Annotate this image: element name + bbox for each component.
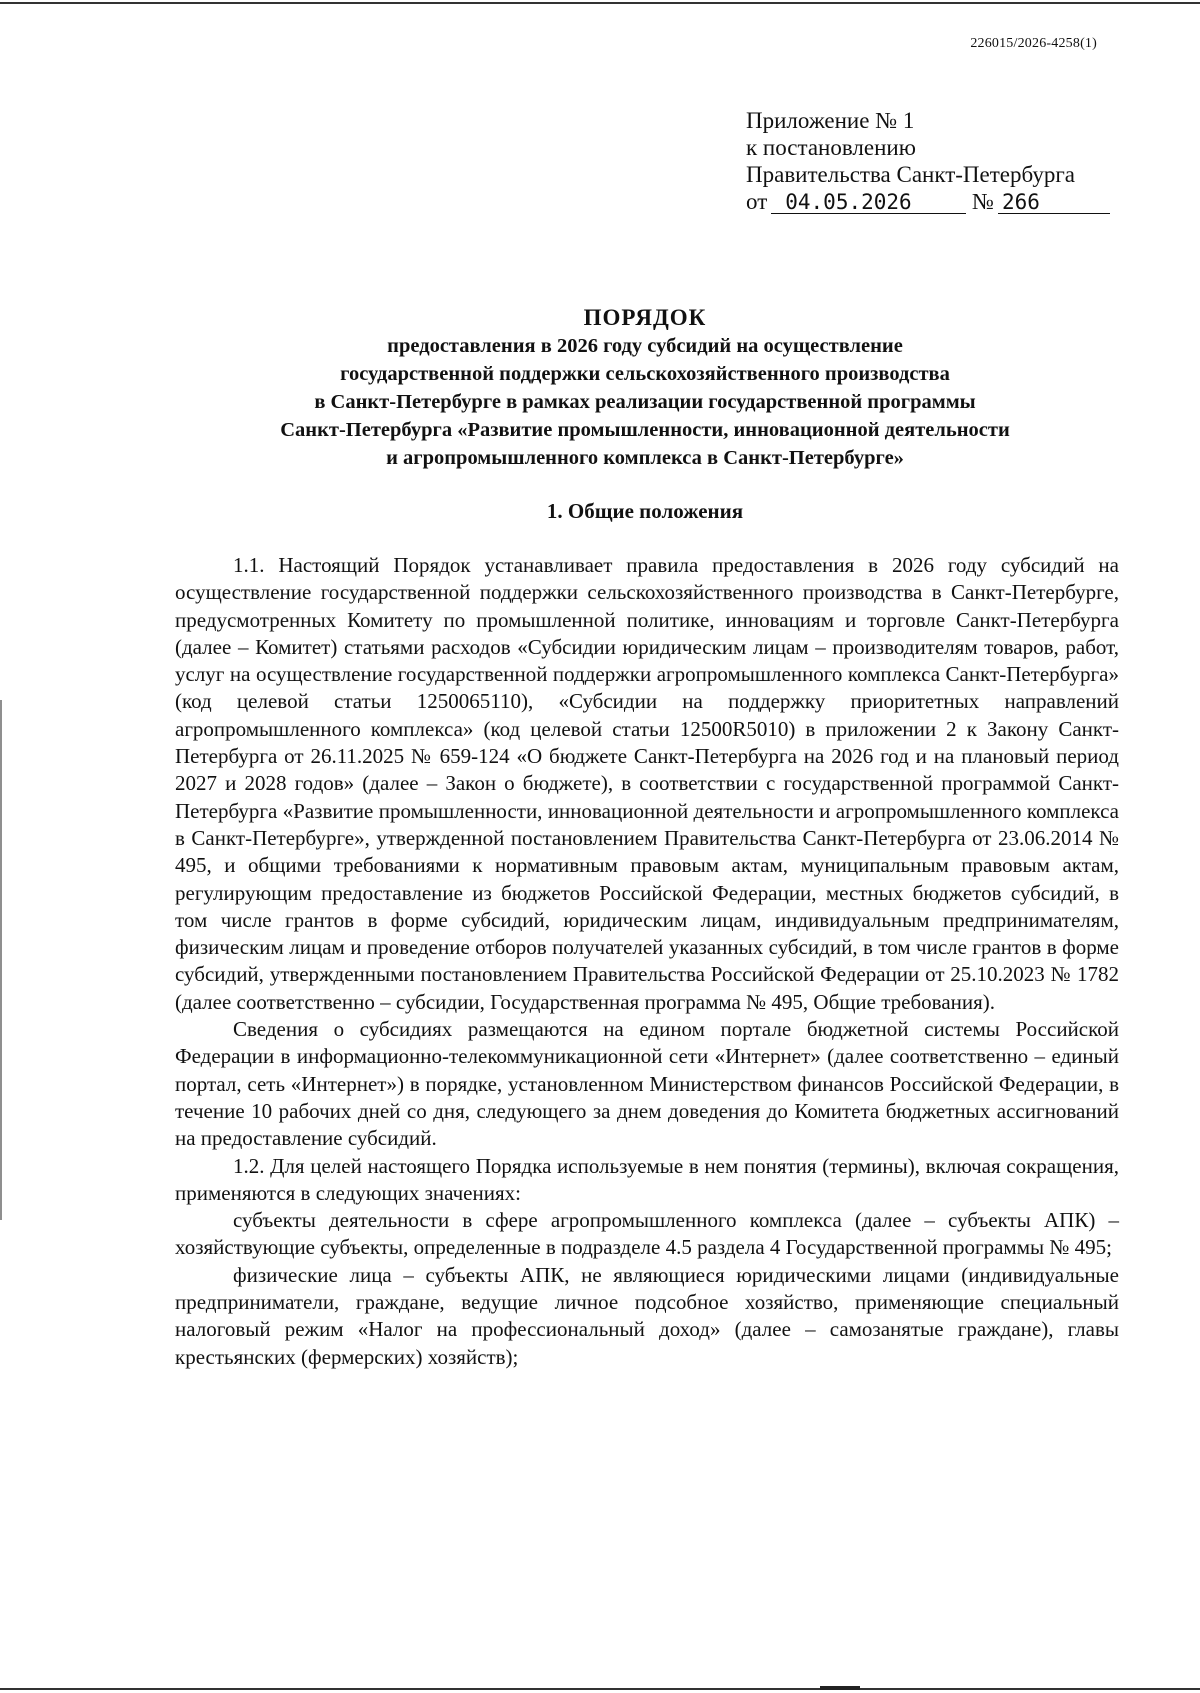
annex-date-prefix: от: [746, 189, 768, 214]
scan-edge-bottom: [0, 1688, 1200, 1690]
scan-edge-left: [0, 700, 2, 1220]
title-line: и агропромышленного комплекса в Санкт-Петербурге»: [386, 447, 904, 469]
title-line: предоставления в 2026 году субсидий на осуществление: [387, 335, 903, 357]
section-heading: 1. Общие положения: [546, 499, 744, 523]
title-main: ПОРЯДОК: [583, 305, 707, 330]
annex-date-value: 04.05.2026: [771, 191, 966, 214]
annex-number-prefix: №: [972, 189, 994, 214]
paragraph: Сведения о субсидиях размещаются на едином портале бюджетной системы Российской Федерации в информационно-телекоммуникационной сети «Интернет» (далее соответственно – единый портал, сеть «Интернет») в порядке, установленном Министерством финансов Российской Федерации, в течение 10 рабочих дней со дня, следующего за днем доведения до Комитета бюджетных ассигнований на предоставление субсидий.: [175, 1017, 1119, 1151]
paragraph: субъекты деятельности в сфере агропромышленного комплекса (далее – субъекты АПК) – хозяйствующие субъекты, определенные в подразделе 4.5 раздела 4 Государственной программы № 495;: [175, 1208, 1119, 1260]
annex-number-value: 266: [998, 191, 1110, 214]
document-title: [170, 304, 1120, 472]
registration-number: 226015/2026-4258(1): [970, 36, 1097, 51]
annex-line-1: Приложение № 1: [746, 108, 915, 133]
title-line: Санкт-Петербурга «Развитие промышленности, инновационной деятельности: [280, 419, 1010, 441]
scan-edge-top: [0, 2, 1200, 4]
paragraph: физические лица – субъекты АПК, не являющиеся юридическими лицами (индивидуальные предприниматели, граждане, ведущие личное подсобное хозяйство, применяющие специальный налоговый режим «Налог на профессиональный доход» (далее – самозанятые граждане), главы крестьянских (фермерских) хозяйств);: [175, 1262, 1119, 1369]
body-text: [175, 552, 1119, 1371]
annex-line-2: к постановлению: [746, 135, 916, 160]
paragraph: 1.1. Настоящий Порядок устанавливает правила предоставления в 2026 году субсидий на осуществление государственной поддержки сельскохозяйственного производства в Санкт-Петербурге, предусмотренных Комитету по промышленной политике, инновациям и торговле Санкт-Петербурга (далее – Комитет) статьями расходов «Субсидии юридическим лицам – производителям товаров, работ, услуг на осуществление государственной поддержки агропромышленного комплекса Санкт-Петербурга» (код целевой статьи 1250065110), «Субсидии на поддержку приоритетных направлений агропромышленного комплекса» (код целевой статьи 12500R5010) в приложении 2 к Закону Санкт-Петербурга от 26.11.2025 № 659-124 «О бюджете Санкт-Петербурга на 2026 год и на плановый период 2027 и 2028 годов» (далее – Закон о бюджете), в соответствии с государственной программой Санкт-Петербурга «Развитие промышленности, инновационной деятельности и агропромышленного комплекса в Санкт-Петербурге», утвержденной постановлением Правительства Санкт-Петербурга от 23.06.2014 № 495, и общими требованиями к нормативным правовым актам, муниципальным правовым актам, регулирующим предоставление из бюджетов Российской Федерации, местных бюджетов субсидий, в том числе грантов в форме субсидий, юридическим лицам, индивидуальным предпринимателям, физическим лицам и проведение отборов получателей указанных субсидий, в том числе грантов в форме субсидий, утвержденными постановлением Правительства Российской Федерации от 25.10.2023 № 1782 (далее соответственно – субсидии, Государственная программа № 495, Общие требования).: [175, 553, 1119, 1014]
paragraph: 1.2. Для целей настоящего Порядка используемые в нем понятия (термины), включая сокращения, применяются в следующих значениях:: [175, 1153, 1119, 1205]
scan-mark-bottom: [820, 1686, 860, 1690]
annex-line-3: Правительства Санкт-Петербурга: [746, 162, 1075, 187]
annex-block: [746, 107, 1110, 215]
title-line: в Санкт-Петербурге в рамках реализации государственной программы: [314, 391, 976, 413]
annex-date-row: [746, 188, 1110, 215]
title-line: государственной поддержки сельскохозяйственного производства: [340, 363, 950, 385]
